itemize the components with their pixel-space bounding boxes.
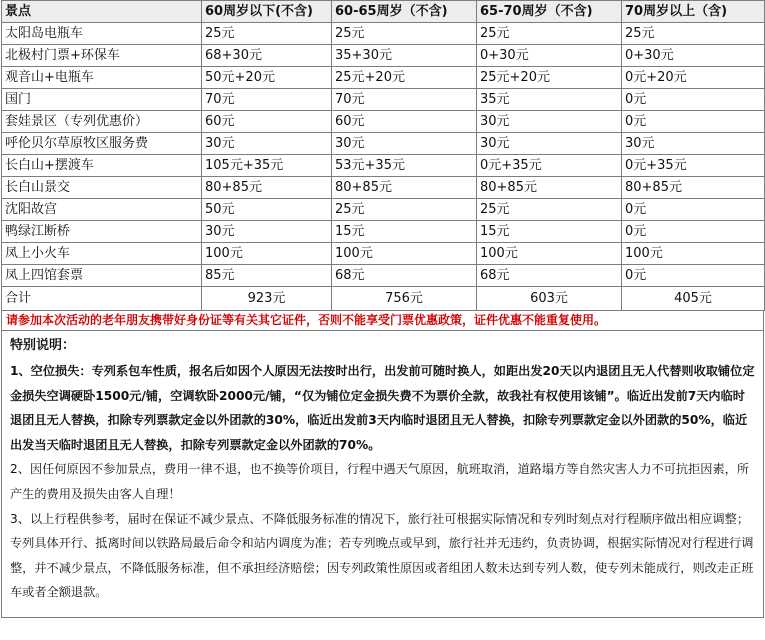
price-cell: 35元 [477,89,622,111]
special-notes [1,331,764,618]
price-cell: 80+85元 [477,177,622,199]
notice-text: 请参加本次活动的老年朋友携带好身份证等有关其它证件，否则不能享受门票优惠政策，证件优惠不能重复使用。 [1,311,764,331]
special-item-1: 1、空位损失：专列系包车性质，报名后如因个人原因无法按时出行，出发前可随时换人，如距出发20天以内退团且无人代替则收取铺位定金损失空调硬卧1500元/铺，空调软卧2000元/铺，“仅为铺位定金损失费不为票价全款，故我社有权使用该铺”。临近出发前7天内临时退团且无人替换，扣除专列票款定金以外团款的30%，临近出发前3天内临时退团且无人替换，扣除专列票款定金以外团款的50%，临近出发当天临时退团且无人替换，扣除专列票款定金以外团款的70%。 [10,364,755,452]
attraction-name-cell: 套娃景区（专列优惠价） [2,111,202,133]
table-row [2,45,765,67]
price-cell: 30元 [477,133,622,155]
table-row [2,67,765,89]
price-cell: 100元 [622,243,765,265]
table-row [2,111,765,133]
price-sheet [1,0,764,618]
table-row [2,155,765,177]
table-row [2,133,765,155]
price-cell: 80+85元 [202,177,332,199]
price-cell: 80+85元 [622,177,765,199]
price-cell: 25元+20元 [332,67,477,89]
column-header: 65-70周岁（不含) [477,1,622,23]
price-cell: 30元 [332,133,477,155]
attraction-name-cell: 观音山+电瓶车 [2,67,202,89]
special-item-2: 2、因任何原因不参加景点，费用一律不退，也不换等价项目，行程中遇天气原因，航班取消，道路塌方等自然灾害人力不可抗拒因素，所产生的费用及损失由客人自理！ [10,462,750,501]
total-label: 合计 [2,287,202,311]
price-cell: 0元+35元 [622,155,765,177]
price-cell: 70元 [202,89,332,111]
price-cell: 30元 [477,111,622,133]
price-cell: 25元 [332,199,477,221]
price-cell: 100元 [202,243,332,265]
total-value: 923元 [202,287,332,311]
price-cell: 30元 [202,133,332,155]
price-cell: 105元+35元 [202,155,332,177]
price-cell: 0元 [622,111,765,133]
price-cell: 53元+35元 [332,155,477,177]
column-header: 70周岁以上（含) [622,1,765,23]
table-row [2,265,765,287]
price-cell: 0元+35元 [477,155,622,177]
attraction-name-cell: 凤上小火车 [2,243,202,265]
table-row [2,177,765,199]
total-value: 603元 [477,287,622,311]
price-cell: 100元 [477,243,622,265]
price-cell: 15元 [332,221,477,243]
price-cell: 25元 [202,23,332,45]
price-cell: 15元 [477,221,622,243]
attraction-name-cell: 长白山景交 [2,177,202,199]
attraction-name-cell: 呼伦贝尔草原牧区服务费 [2,133,202,155]
price-cell: 0元 [622,199,765,221]
price-cell: 80+85元 [332,177,477,199]
total-row [2,287,765,311]
table-row [2,23,765,45]
price-cell: 25元 [332,23,477,45]
price-cell: 35+30元 [332,45,477,67]
column-header: 景点 [2,1,202,23]
price-cell: 0元 [622,89,765,111]
price-cell: 0元+20元 [622,67,765,89]
table-header-row [2,1,765,23]
special-item-3: 3、以上行程供参考，届时在保证不减少景点、不降低服务标准的情况下，旅行社可根据实际情况和专列时刻点对行程顺序做出相应调整；专列具体开行、抵离时间以铁路局最后命令和站内调度为准；若专列晚点或早到，旅行社并无违约，负责协调，根据实际情况对行程进行调整，并不减少景点，不降低服务标准，但不承担经济赔偿；因专列政策性原因或者组团人数未达到专列人数，使专列未能成行，则改走正班车或者全额退款。 [10,511,754,600]
price-cell: 0元 [622,265,765,287]
attraction-name-cell: 长白山+摆渡车 [2,155,202,177]
table-row [2,199,765,221]
table-row [2,89,765,111]
attraction-name-cell: 鸭绿江断桥 [2,221,202,243]
price-cell: 70元 [332,89,477,111]
total-value: 756元 [332,287,477,311]
price-cell: 30元 [202,221,332,243]
price-cell: 50元+20元 [202,67,332,89]
column-header: 60-65周岁（不含) [332,1,477,23]
price-cell: 60元 [202,111,332,133]
price-cell: 25元+20元 [477,67,622,89]
price-cell: 0+30元 [477,45,622,67]
price-cell: 68+30元 [202,45,332,67]
column-header: 60周岁以下(不含) [202,1,332,23]
attraction-name-cell: 太阳岛电瓶车 [2,23,202,45]
price-cell: 25元 [477,199,622,221]
total-value: 405元 [622,287,765,311]
special-title: 特别说明： [10,338,76,353]
price-cell: 100元 [332,243,477,265]
price-cell: 85元 [202,265,332,287]
attraction-name-cell: 北极村门票+环保车 [2,45,202,67]
table-row [2,243,765,265]
price-table [1,0,765,311]
price-cell: 25元 [622,23,765,45]
price-cell: 25元 [477,23,622,45]
price-cell: 0+30元 [622,45,765,67]
price-cell: 30元 [622,133,765,155]
price-cell: 68元 [332,265,477,287]
table-row [2,221,765,243]
price-cell: 50元 [202,199,332,221]
price-cell: 68元 [477,265,622,287]
price-cell: 0元 [622,221,765,243]
attraction-name-cell: 国门 [2,89,202,111]
attraction-name-cell: 凤上四馆套票 [2,265,202,287]
table-body [2,23,765,311]
attraction-name-cell: 沈阳故宫 [2,199,202,221]
price-cell: 60元 [332,111,477,133]
